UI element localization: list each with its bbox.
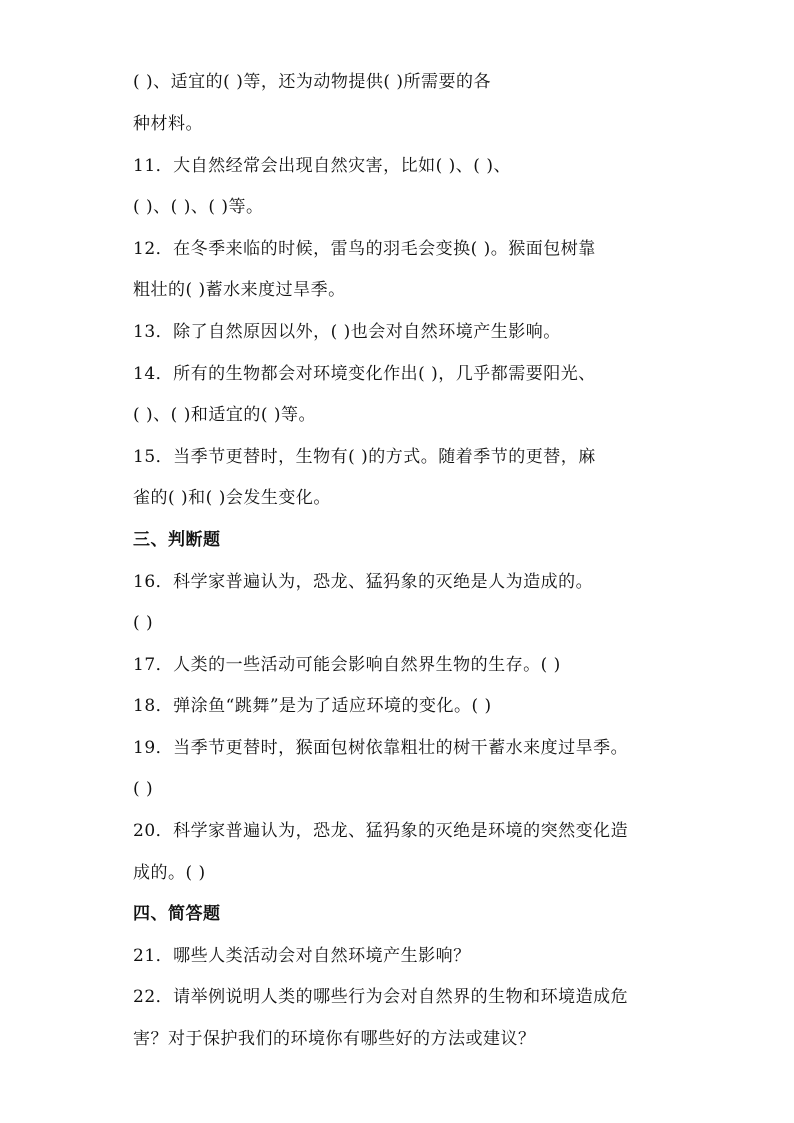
- text-line: ( )、适宜的( )等，还为动物提供( )所需要的各: [133, 72, 492, 92]
- question-22: 22．请举例说明人类的哪些行为会对自然界的生物和环境造成危: [133, 987, 629, 1007]
- question-13: 13．除了自然原因以外，( )也会对自然环境产生影响。: [133, 322, 561, 342]
- text-line: 雀的( )和( )会发生变化。: [133, 488, 331, 508]
- section-heading-short-answer: 四、简答题: [133, 904, 221, 924]
- question-11: 11．大自然经常会出现自然灾害，比如( )、( )、: [133, 156, 511, 176]
- question-15: 15．当季节更替时，生物有( )的方式。随着季节的更替，麻: [133, 447, 596, 467]
- question-18: 18．弹涂鱼“跳舞”是为了适应环境的变化。( ): [133, 696, 492, 716]
- text-line: ( )、( )、( )等。: [133, 197, 264, 217]
- question-20: 20．科学家普遍认为，恐龙、猛犸象的灭绝是环境的突然变化造: [133, 821, 629, 841]
- question-14: 14．所有的生物都会对环境变化作出( )，几乎都需要阳光、: [133, 364, 596, 384]
- text-line: 害？对于保护我们的环境你有哪些好的方法或建议？: [133, 1029, 536, 1049]
- question-19: 19．当季节更替时，猴面包树依靠粗壮的树干蓄水来度过旱季。: [133, 738, 629, 758]
- section-heading-judgement: 三、判断题: [133, 530, 221, 550]
- question-12: 12．在冬季来临的时候，雷鸟的羽毛会变换( )。猴面包树靠: [133, 239, 596, 259]
- question-16: 16．科学家普遍认为，恐龙、猛犸象的灭绝是人为造成的。: [133, 572, 594, 592]
- answer-blank: ( ): [133, 613, 154, 633]
- question-17: 17．人类的一些活动可能会影响自然界生物的生存。( ): [133, 655, 561, 675]
- text-line: 种材料。: [133, 114, 203, 134]
- text-line: 粗壮的( )蓄水来度过旱季。: [133, 280, 346, 300]
- answer-blank: ( ): [133, 779, 154, 799]
- text-line: 成的。( ): [133, 863, 206, 883]
- text-line: ( )、( )和适宜的( )等。: [133, 405, 317, 425]
- question-21: 21．哪些人类活动会对自然环境产生影响？: [133, 946, 471, 966]
